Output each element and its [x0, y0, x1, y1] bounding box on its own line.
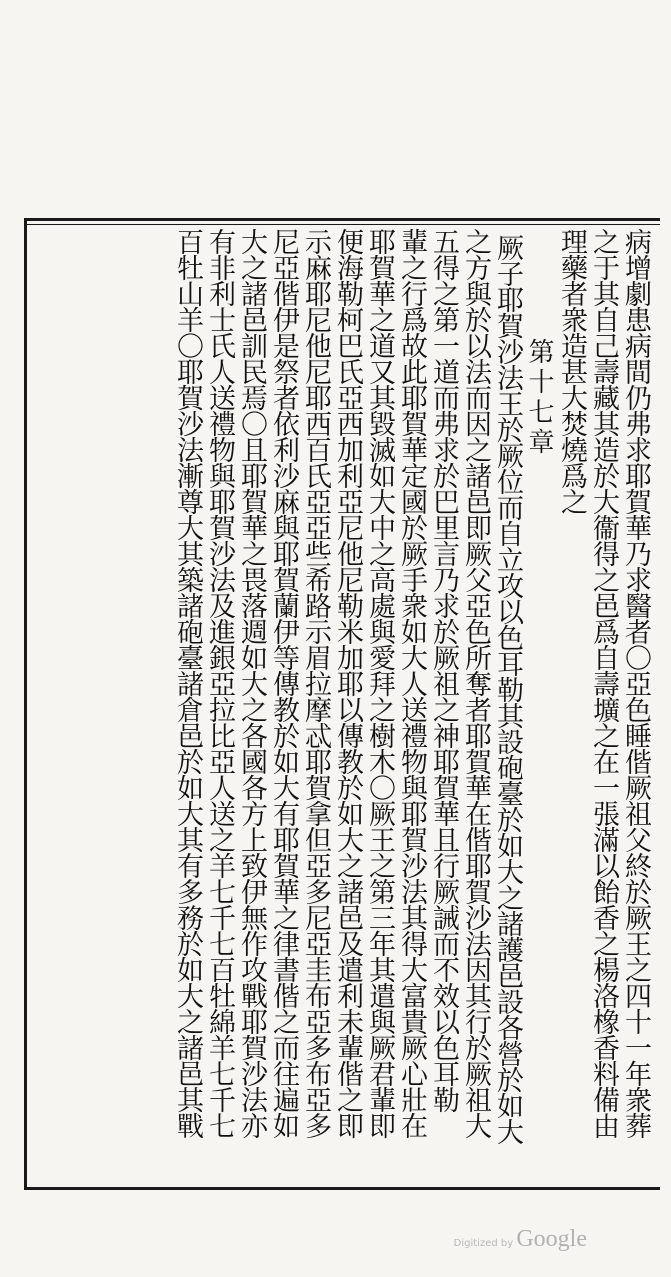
- google-logo: Google: [516, 1226, 587, 1252]
- text-column-15: 百牡山羊〇耶賀沙法漸尊大其築諸砲臺諸倉邑於如大其有多務於如大之諸邑其戰: [172, 228, 203, 1138]
- text-column-5: 厥子耶賀沙法王於厥位而自立攻以色耳勒其設砲臺於如大之諸護邑設各營於如大: [492, 234, 523, 1144]
- text-column-6: 之方與於以法而因之諸邑即厥父亞色所奪者耶賀華在偕耶賀沙法因其行於厥祖大: [460, 228, 491, 1138]
- text-column-14: 有非利士氏人送禮物與耶賀沙法及進銀亞拉比亞人送之羊七千七百牡綿羊七千七: [204, 228, 235, 1138]
- text-column-9: 耶賀華之道又其毀滅如大中之高處與愛拜之樹木〇厥王之第三年其遣與厥君輩即: [364, 228, 395, 1138]
- text-columns: [171, 228, 651, 1183]
- text-column-2: 之于其自己壽藏其造於大衞得之邑爲自壽壙之在一張滿以飴香之楊洛橡香料備由: [588, 228, 619, 1138]
- text-column-1: 病增劇患病間仍弗求耶賀華乃求醫者〇亞色睡偕厥祖父終於厥王之四十一年衆葬: [620, 228, 651, 1138]
- text-column-8: 輩之行爲故此耶賀華定國於厥手衆如大人送禮物與耶賀沙法其得大富貴厥心壯在: [396, 228, 427, 1138]
- top-rule: [24, 224, 660, 225]
- watermark-prefix: Digitized by: [453, 1238, 514, 1249]
- text-column-3: 理藥者衆造甚大焚燒爲之: [556, 228, 587, 514]
- chapter-heading: 第十七章: [524, 338, 554, 458]
- text-column-7: 五得之第一道而弗求於巴里言乃求於厥祖之神耶賀華且行厥誡而不效以色耳勒: [428, 228, 459, 1112]
- google-watermark: [454, 1226, 587, 1253]
- text-column-12: 尼亞偕伊是祭者依利沙麻與耶賀蘭伊等傳教於如大有耶賀華之律書偕之而往遍如: [268, 228, 299, 1138]
- text-column-10: 便海勒柯巴氏亞西加利亞尼他尼勒米加耶以傳教於如大之諸邑及遣利未輩偕之即: [332, 228, 363, 1138]
- text-column-11: 示麻耶尼他尼耶西百氏亞亞些希路示眉拉摩忒耶賀拿但亞多尼亞圭布亞多布亞多: [300, 228, 331, 1138]
- text-column-13: 大之諸邑訓民焉〇且耶賀華之畏落週如大之各國各方上致伊無作攻戰耶賀沙法亦: [236, 228, 267, 1138]
